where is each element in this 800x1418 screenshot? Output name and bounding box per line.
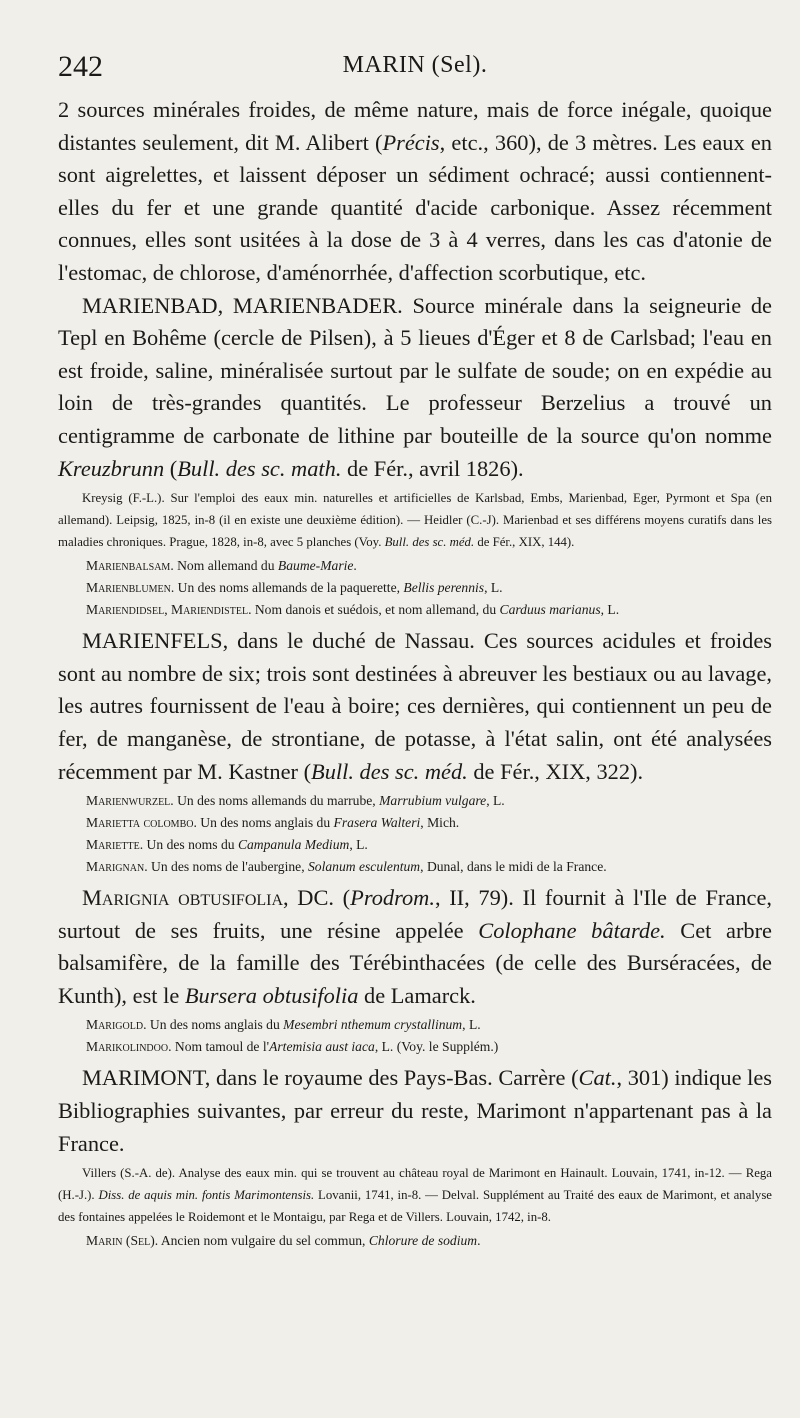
running-head: MARIN (Sel). [342, 52, 488, 78]
entry-head: Marignia obtusifolia [82, 885, 284, 911]
entry-mariendidsel: Mariendidsel, Mariendistel. Nom danois et suédois, et nom allemand, du Carduus marianus, L. [86, 602, 620, 618]
entry-marin-sel: Marin (Sel). Ancien nom vulgaire du sel commun, Chlorure de sodium. [86, 1233, 481, 1249]
entry-head: Marignan. [86, 859, 148, 875]
entry-marikolindoo: Marikolindoo. Nom tamoul de l'Artemisia aust iaca, L. (Voy. le Supplém.) [86, 1039, 499, 1055]
entry-head: MARIMONT [82, 1065, 205, 1091]
entry-marigold: Marigold. Un des noms anglais du Mesembri nthemum crystallinum, L. [86, 1017, 481, 1033]
entry-marignia: Marignia obtusifolia, DC. (Prodrom., II, 79). Il fournit à l'Ile de France, surtout de ses fruits, une résine appelée Colophane bâtarde. Cet arbre balsamifère, de la famille des Térébinthacées (de celle des Burséracées, de Kunth), est le Bursera obtusifolia de Lamarck. [58, 885, 772, 1008]
entry-head: Mariette. [86, 837, 144, 853]
entry-head: Mariendidsel, Mariendistel. [86, 602, 252, 618]
entry-head: Marietta colombo. [86, 815, 197, 831]
page-number: 242 [58, 50, 103, 83]
entry-head: Marikolindoo. [86, 1039, 172, 1055]
entry-marimont: MARIMONT, dans le royaume des Pays-Bas. Carrère (Cat., 301) indique les Bibliographies suivantes, par erreur du reste, Marimont n'appartenant pas à la France. [58, 1065, 772, 1156]
entry-head: Marienblumen. [86, 580, 175, 596]
entry-head: Marienbalsam. [86, 558, 174, 574]
bibliography-marienbad: Kreysig (F.-L.). Sur l'emploi des eaux min. naturelles et artificielles de Karlsbad, Embs, Marienbad, Eger, Pyrmont et Spa (en allemand). Leipsig, 1825, in-8 (il en existe une deuxième édition). — Heidler (C.-J). Marienbad et ses différens moyens curatifs dans les maladies chroniques. Prague, 1828, in-8, avec 5 planches (Voy. Bull. des sc. méd. de Fér., XIX, 144). [58, 491, 772, 550]
entry-head: Marienwurzel. [86, 793, 174, 809]
entry-head: MARIENBAD, MARIENBADER. [82, 292, 403, 318]
entry-head: Marigold. [86, 1017, 147, 1033]
entry-continuation: 2 sources minérales froides, de même nature, mais de force inégale, quoique distantes seulement, dit M. Alibert (Précis, etc., 360), de 3 mètres. Les eaux en sont aigrelettes, et laissent déposer un sédiment ochracé; aussi contiennent-elles du fer et une grande quantité d'acide carbonique. Assez récemment connues, elles sont usitées à la dose de 3 à 4 verres, dans les cas d'atonie de l'estomac, de chlorose, d'aménorrhée, d'affection scorbutique, etc. [58, 97, 772, 285]
entry-marienblumen: Marienblumen. Un des noms allemands de la paquerette, Bellis perennis, L. [86, 580, 503, 596]
entry-marignan: Marignan. Un des noms de l'aubergine, Solanum esculentum, Dunal, dans le midi de la France. [86, 859, 607, 875]
page-header [58, 50, 772, 94]
entry-head: MARIENFELS [82, 628, 223, 654]
entry-marienfels: MARIENFELS, dans le duché de Nassau. Ces sources acidules et froides sont au nombre de six; trois sont destinées à abreuver les bestiaux ou au lavage, les autres fournissent de l'eau à boire; ces dernières, qui contiennent un peu de fer, de manganèse, de strontiane, de potasse, à l'état salin, ont été analysées récemment par M. Kastner (Bull. des sc. méd. de Fér., XIX, 322). [58, 628, 772, 784]
entry-marienwurzel: Marienwurzel. Un des noms allemands du marrube, Marrubium vulgare, L. [86, 793, 505, 809]
entry-mariette: Mariette. Un des noms du Campanula Medium, L. [86, 837, 368, 853]
entry-marienbalsam: Marienbalsam. Nom allemand du Baume-Marie. [86, 558, 357, 574]
entry-marietta: Marietta colombo. Un des noms anglais du Frasera Walteri, Mich. [86, 815, 460, 831]
bibliography-marimont: Villers (S.-A. de). Analyse des eaux min. qui se trouvent au château royal de Marimont en Hainault. Louvain, 1741, in-12. — Rega (H.-J.). Diss. de aquis min. fontis Marimontensis. Lovanii, 1741, in-8. — Delval. Supplément au Traité des eaux de Marimont, et analyse des fontaines appelées le Roidemont et le Montaigu, par Rega et de Villers. Louvain, 1742, in-8. [58, 1166, 772, 1225]
entry-marienbad: MARIENBAD, MARIENBADER. Source minérale dans la seigneurie de Tepl en Bohême (cercle de Pilsen), à 5 lieues d'Éger et 8 de Carlsbad; l'eau en est froide, saline, minéralisée surtout par le sulfate de soude; on en expédie au loin de très-grandes quantités. Le professeur Berzelius a trouvé un centigramme de carbonate de lithine par bouteille de la source qu'on nomme Kreuzbrunn (Bull. des sc. math. de Fér., avril 1826). [58, 292, 772, 481]
entry-head: Marin (Sel). [86, 1233, 159, 1249]
